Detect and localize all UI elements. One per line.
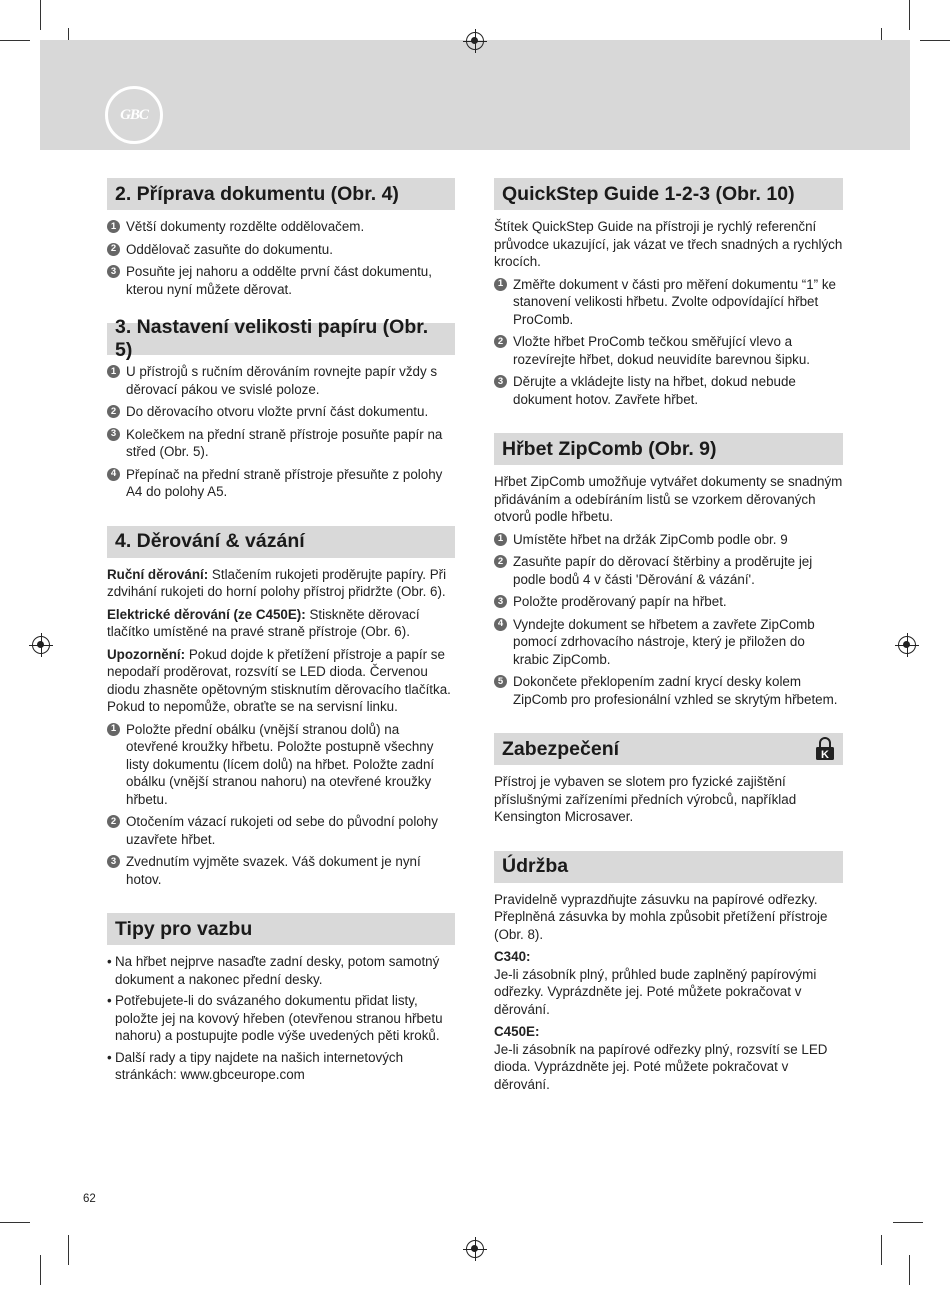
- paragraph: Ruční děrování: Stlačením rukojeti proděrujte papíry. Při zdvihání rukojeti do horní polohy přístroj přidržte (Obr. 6).: [107, 566, 447, 599]
- paragraph: Je-li zásobník na papírové odřezky plný, rozsvítí se LED dioda. Vyprázdněte jej. Poté můžete pokračovat v děrování.: [494, 1041, 828, 1092]
- right-column: [494, 178, 843, 1098]
- crop-mark: [68, 1235, 69, 1265]
- list-item: • Na hřbet nejprve nasaďte zadní desky, potom samotný dokument a nakonec přední desky.: [107, 954, 440, 987]
- list-item: 1 Umístěte hřbet na držák ZipComb podle obr. 9: [494, 531, 843, 549]
- crop-mark: [40, 1255, 41, 1285]
- model-label: C450E:: [494, 1024, 540, 1039]
- section-heading: Zabezpečení K: [494, 733, 843, 765]
- list-item: 1 Větší dokumenty rozdělte oddělovačem.: [107, 218, 455, 236]
- list-item: 1 Změřte dokument v části pro měření dokumentu “1” ke stanovení velikosti hřbetu. Zvolte odpovídající hřbet ProComb.: [494, 276, 843, 329]
- paragraph: Elektrické děrování (ze C450E): Stiskněte děrovací tlačítko umístěné na pravé straně přístroje (Obr. 6).: [107, 606, 420, 639]
- paragraph: Hřbet ZipComb umožňuje vytvářet dokumenty se snadným přidáváním a odebíráním listů se vzorkem děrovaných otvorů podle hřbetu.: [494, 474, 843, 524]
- list-item: • Další rady a tipy najdete na našich internetových stránkách: www.gbceurope.com: [107, 1049, 404, 1082]
- crop-mark: [0, 40, 30, 41]
- list-item: 3 Posuňte jej nahoru a oddělte první část dokumentu, kterou nyní můžete děrovat.: [107, 263, 455, 298]
- list-item: 2 Oddělovač zasuňte do dokumentu.: [107, 241, 455, 259]
- list-item: 2 Otočením vázací rukojeti od sebe do původní polohy uzavřete hřbet.: [107, 813, 455, 848]
- list-item: 4 Přepínač na přední straně přístroje přesuňte z polohy A4 do polohy A5.: [107, 466, 455, 501]
- header-band: [40, 40, 910, 150]
- svg-text:K: K: [821, 749, 829, 761]
- paragraph: Přístroj je vybaven se slotem pro fyzické zajištění příslušnými zařízeními předních výrobců, například Kensington Microsaver.: [494, 774, 797, 824]
- list-item: 2 Zasuňte papír do děrovací štěrbiny a proděrujte jej podle bodů 4 v části 'Děrování & vázání'.: [494, 553, 843, 588]
- list-item: • Potřebujete-li do svázaného dokumentu přidat listy, položte jej na kovový hřeben (otevřenou stranou hřbetu nahoru) a postupujte podle výše uvedených pěti kroků.: [107, 993, 443, 1043]
- model-label: C340:: [494, 949, 531, 964]
- list-item: 4 Vyndejte dokument se hřbetem a zavřete ZipComb pomocí zdrhovacího nástroje, který je přiložen do krabic ZipComb.: [494, 616, 843, 669]
- list-item: 5 Dokončete překlopením zadní krycí desky kolem ZipComb pro profesionální vzhled se skrytým hřbetem.: [494, 673, 843, 708]
- list-item: 3 Děrujte a vkládejte listy na hřbet, dokud nebude dokument hotov. Zavřete hřbet.: [494, 373, 843, 408]
- crop-mark: [920, 40, 950, 41]
- paragraph: Pravidelně vyprazdňujte zásuvku na papírové odřezky. Přeplněná zásuvka by mohla způsobit přetížení přístroje (Obr. 8).: [494, 891, 828, 942]
- registration-mark-icon: [466, 32, 484, 50]
- registration-mark-icon: [466, 1240, 484, 1258]
- crop-mark: [909, 0, 910, 30]
- section-heading: 4. Děrování & vázání: [107, 526, 455, 558]
- list-item: 2 Do děrovacího otvoru vložte první část dokumentu.: [107, 403, 455, 421]
- list-item: 3 Položte proděrovaný papír na hřbet.: [494, 593, 843, 611]
- page-number: 62: [83, 1193, 96, 1205]
- paragraph: Upozornění: Pokud dojde k přetížení přístroje a papír se nepodaří proděrovat, rozsvítí se LED dioda. Červenou diodu zhasněte opětovným stisknutím děrovacího tlačítka. Pokud to nepomůže, obraťte se na servisní linku.: [107, 646, 451, 714]
- paragraph: Štítek QuickStep Guide na přístroji je rychlý referenční průvodce ukazující, jak vázat ve třech snadných a rychlých krocích.: [494, 219, 843, 269]
- section-heading: QuickStep Guide 1-2-3 (Obr. 10): [494, 178, 843, 210]
- list-item: 2 Vložte hřbet ProComb tečkou směřující vlevo a rozevírejte hřbet, dokud neuvidíte barevnou šipku.: [494, 333, 843, 368]
- crop-mark: [893, 1222, 923, 1223]
- kensington-lock-icon: [815, 737, 835, 761]
- list-item: 3 Kolečkem na přední straně přístroje posuňte papír na střed (Obr. 5).: [107, 426, 455, 461]
- section-heading: Údržba: [494, 851, 843, 883]
- list-item: 1 Položte přední obálku (vnější stranou dolů) na otevřené kroužky hřbetu. Položte postupně všechny listy dokumentu (lícem dolů) na hřbet. Položte zadní obálku (vnější stranou nahoru) na otevřené kroužky hřbetu.: [107, 721, 455, 809]
- section-heading: 3. Nastavení velikosti papíru (Obr. 5): [107, 323, 455, 355]
- section-heading: Hřbet ZipComb (Obr. 9): [494, 433, 843, 465]
- crop-mark: [40, 0, 41, 30]
- list-item: 3 Zvednutím vyjměte svazek. Váš dokument je nyní hotov.: [107, 853, 455, 888]
- gbc-logo: GBC: [105, 86, 163, 144]
- crop-mark: [909, 1255, 910, 1285]
- section-heading: 2. Příprava dokumentu (Obr. 4): [107, 178, 455, 210]
- crop-mark: [881, 1235, 882, 1265]
- section-heading: Tipy pro vazbu: [107, 913, 455, 945]
- list-item: 1 U přístrojů s ručním děrováním rovnejte papír vždy s děrovací pákou ve svislé poloze.: [107, 363, 455, 398]
- registration-mark-icon: [32, 636, 50, 654]
- left-column: [107, 178, 455, 1088]
- paragraph: Je-li zásobník plný, průhled bude zaplněný papírovými odřezky. Vyprázdněte jej. Poté můžete pokračovat v děrování.: [494, 966, 817, 1017]
- registration-mark-icon: [898, 636, 916, 654]
- crop-mark: [0, 1222, 30, 1223]
